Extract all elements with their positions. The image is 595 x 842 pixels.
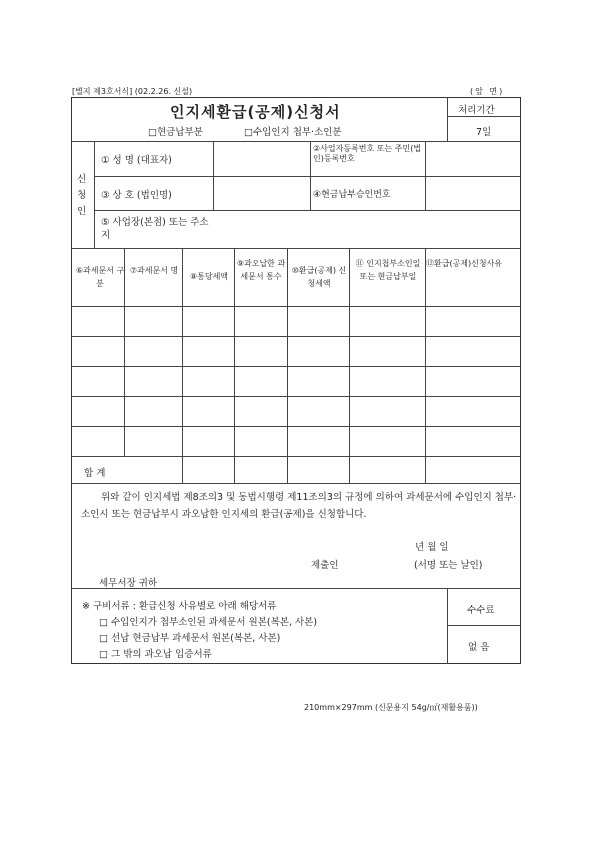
required-document-item[interactable]: □ 선납 현금납부 과세문서 원본(복본, 사본) [99, 633, 281, 644]
col-document-name: ⑦과세문서 명 [129, 266, 179, 275]
cash-approval-number-field[interactable] [426, 177, 520, 209]
required-document-item[interactable]: □ 수입인지가 첩부소인된 과세문서 원본(복본, 사본) [99, 617, 318, 628]
submitter-label: 제출인 [311, 560, 339, 571]
registration-number-label: ②사업자등록번호 또는 주민(법인)등록번호 [313, 144, 422, 163]
page-side-label: (앞 면) [470, 87, 505, 96]
form-number: [별지 제3호서식] (02.2.26. 신설) [72, 87, 193, 96]
option-cash-payment[interactable]: □현금납부분 [148, 127, 203, 138]
statement-text: 위와 같이 인지세법 제8조의3 및 동법시행령 제11조의3의 규정에 의하여 과세문서에 수입인지 첩부·소인시 또는 현금납부시 과오납한 인지세의 환급(공제)을 신청합니다. [81, 492, 517, 520]
col-document-type: ⑥과세문서 구분 [75, 266, 125, 288]
trade-name-field[interactable] [214, 177, 309, 209]
form-title: 인지세환급(공제)신청서 [170, 103, 341, 121]
registration-number-field[interactable] [426, 142, 520, 175]
cash-approval-number-label: ④현금납부승인번호 [313, 190, 391, 200]
col-stamp-payment-date: ⑪ 인지첩부소인일 또는 현금납부일 [355, 259, 421, 281]
fee-value: 없 음 [468, 642, 490, 653]
trade-name-label: ③ 상 호 (법인명) [101, 190, 172, 201]
name-field[interactable] [214, 142, 309, 175]
address-field[interactable] [214, 211, 520, 247]
sign-or-seal: (서명 또는 날인) [414, 560, 483, 571]
option-stamp-affixed[interactable]: □수입인지 첩부·소인분 [244, 127, 342, 138]
name-label: ① 성 명 (대표자) [101, 155, 172, 166]
address-label: ⑤ 사업장(본점) 또는 주소지 [101, 217, 209, 241]
paper-spec: 210mm×297mm (신문용지 54g/㎡(재활용품)) [304, 703, 478, 712]
processing-period-label: 처리기간 [458, 105, 495, 116]
fee-label: 수수료 [467, 605, 495, 616]
col-overpaid-count: ⑨과오납한 과세문서 통수 [236, 259, 286, 281]
required-document-item[interactable]: □ 그 밖의 과오납 입증서류 [99, 649, 212, 660]
col-refund-amount: ⑩환급(공제) 신청세액 [291, 266, 347, 288]
processing-period-value: 7일 [476, 127, 492, 138]
addressee: 세무서장 귀하 [99, 578, 158, 589]
total-label: 합 계 [84, 468, 106, 479]
date-line: 년 월 일 [415, 542, 449, 553]
required-documents-heading: ※ 구비서류 : 환급신청 사유별로 아래 해당서류 [82, 601, 277, 612]
col-refund-reason: ⑫환급(공제)신청사유 [426, 259, 503, 268]
col-tax-per-copy: ⑧통당세액 [189, 272, 229, 281]
applicant-section-label: 신청인 [77, 174, 87, 217]
